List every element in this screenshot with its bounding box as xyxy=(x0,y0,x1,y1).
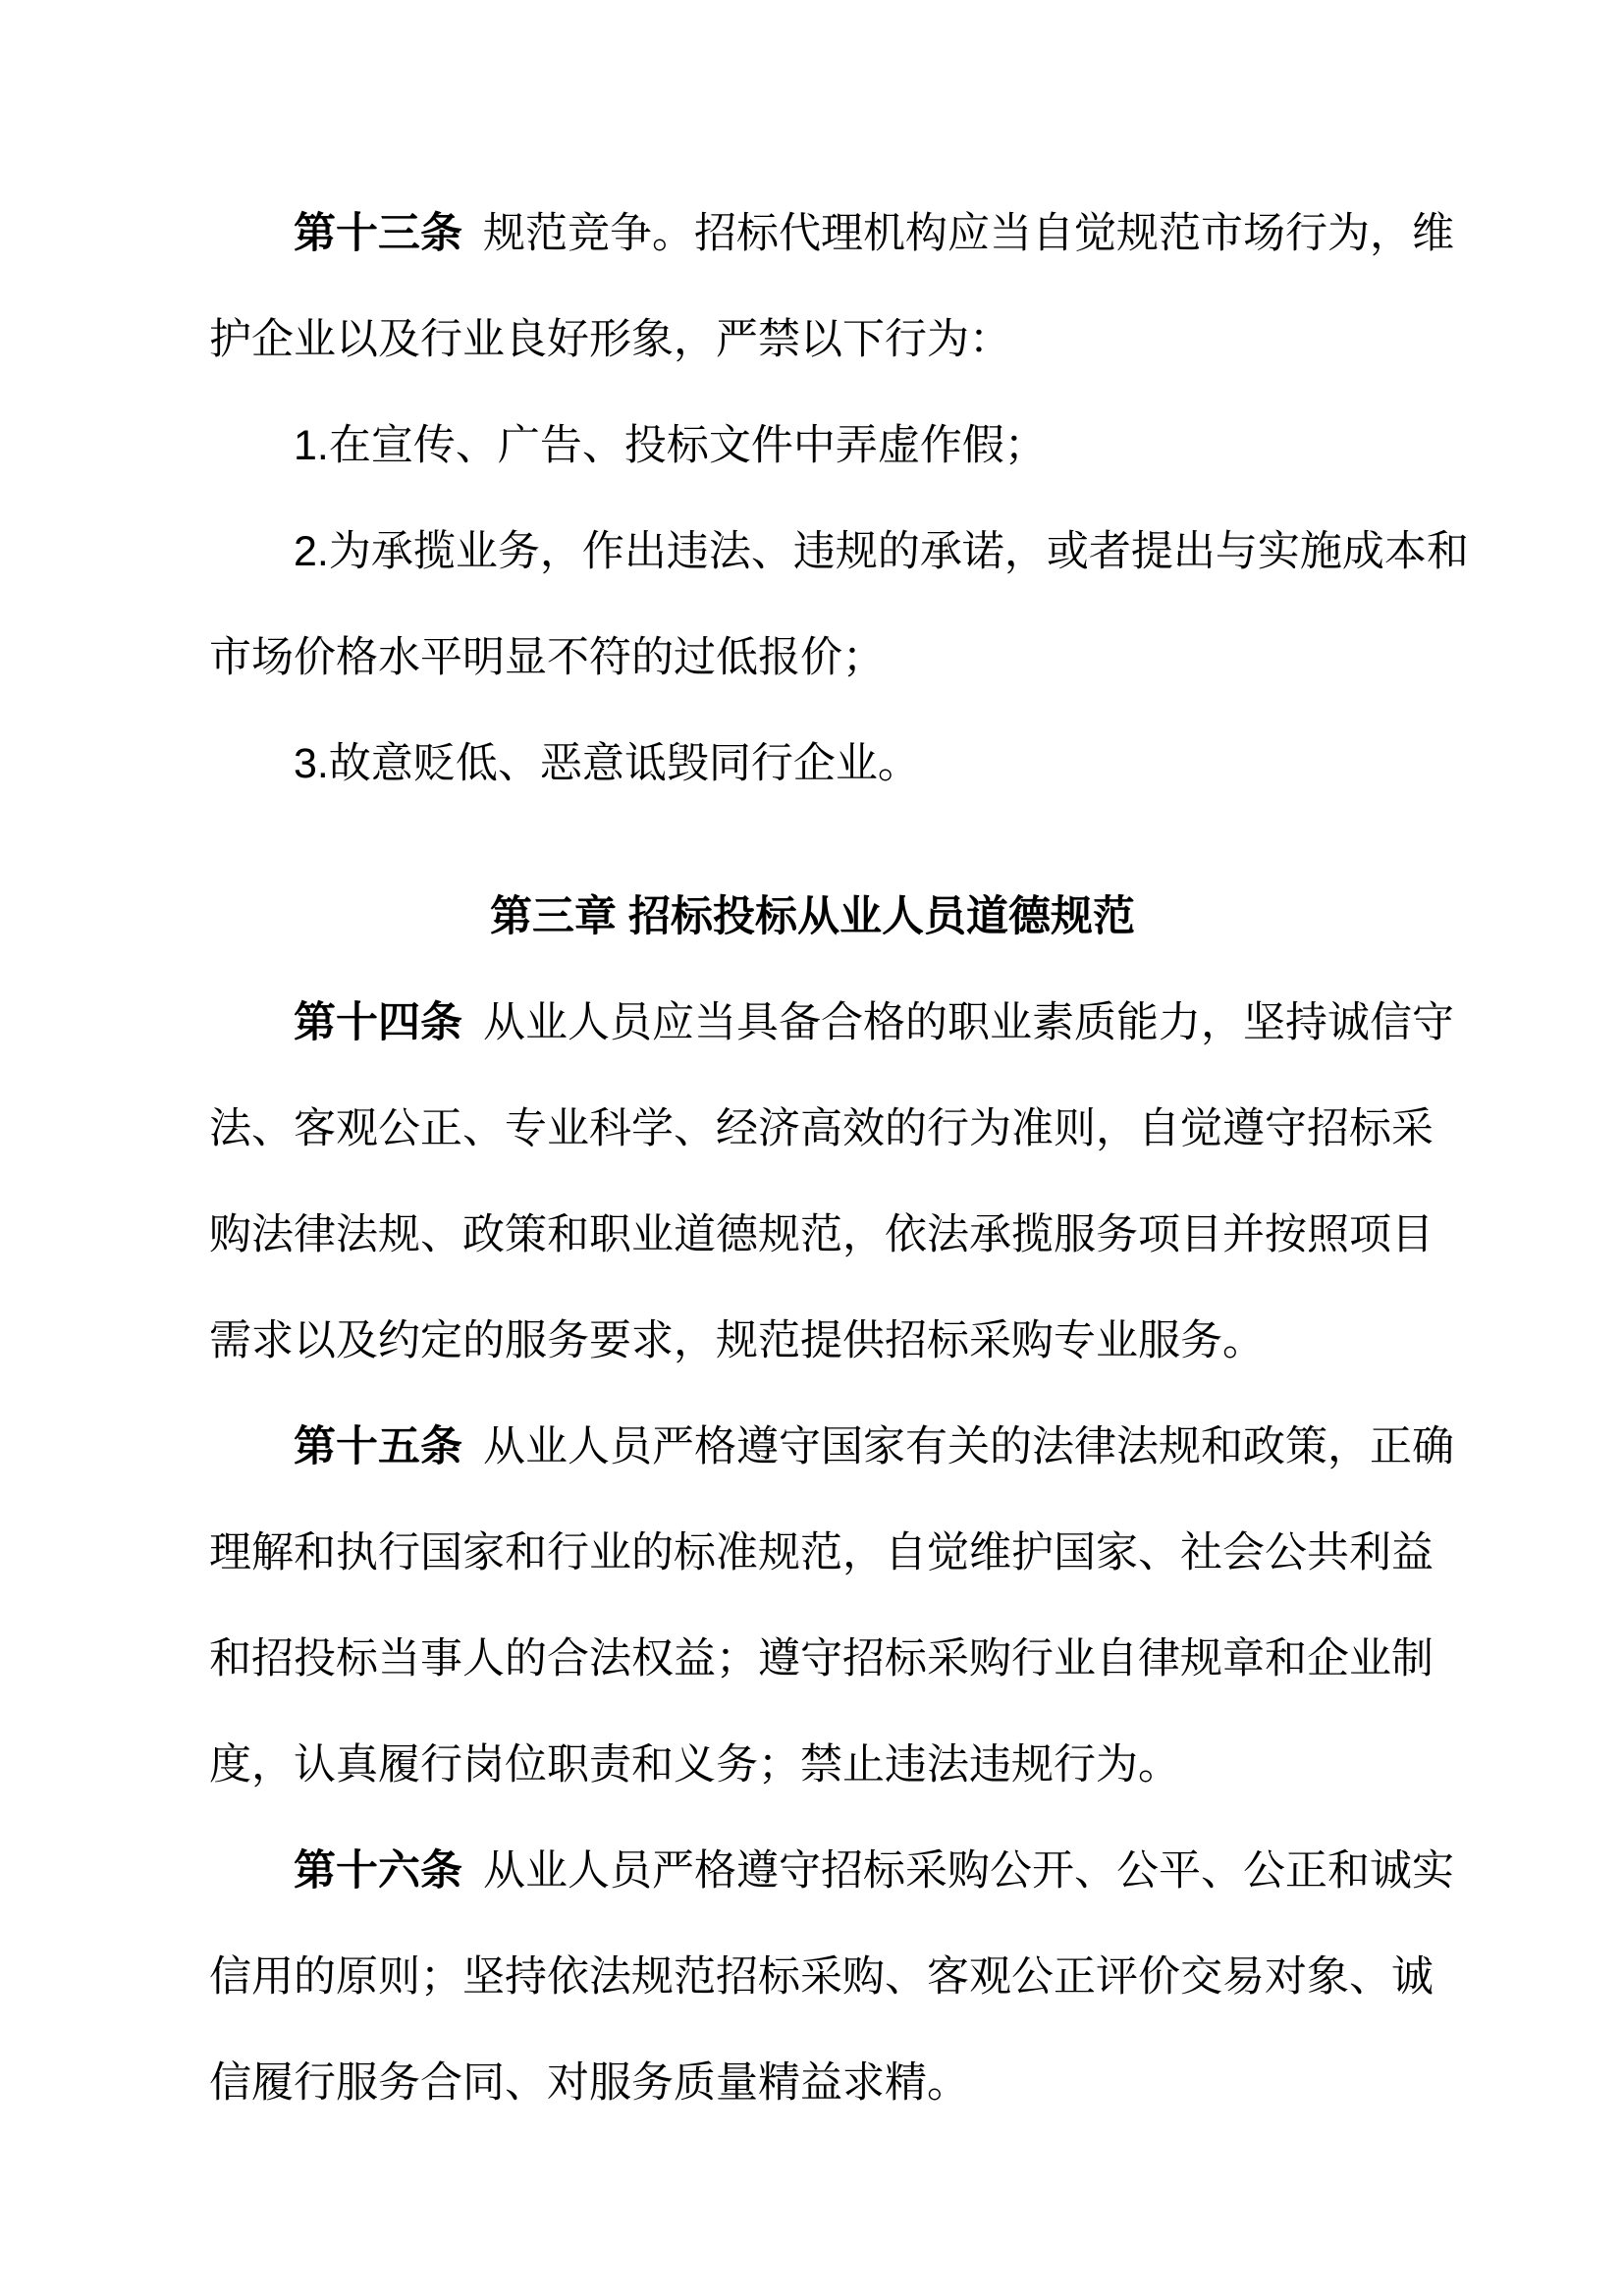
text-line xyxy=(209,287,1416,393)
chapter-heading xyxy=(209,864,1416,970)
line-text: 信用的原则；坚持依法规范招标采购、客观公正评价交易对象、诚 xyxy=(209,1953,1434,2001)
chapter-heading-text: 第三章 招标投标从业人员道德规范 xyxy=(490,893,1135,940)
text-line xyxy=(209,1818,1454,1924)
line-text: 和招投标当事人的合法权益；遵守招标采购行业自律规章和企业制 xyxy=(209,1635,1434,1682)
line-text: 护企业以及行业良好形象，严禁以下行为： xyxy=(209,316,1011,363)
document-body xyxy=(209,181,1469,2136)
line-text: 规范竞争。招标代理机构应当自觉规范市场行为，维 xyxy=(483,210,1454,257)
line-text: 1.在宣传、广告、投标文件中弄虚作假； xyxy=(294,422,1047,469)
text-line xyxy=(209,1394,1454,1500)
text-line xyxy=(209,1606,1434,1712)
line-text: 购法律法规、政策和职业道德规范，依法承揽服务项目并按照项目 xyxy=(209,1211,1434,1258)
text-line xyxy=(209,970,1454,1076)
line-text: 从业人员严格遵守招标采购公开、公平、公正和诚实 xyxy=(483,1847,1454,1895)
article-number: 第十六条 xyxy=(294,1847,462,1895)
line-text: 3.故意贬低、恶意诋毁同行企业。 xyxy=(294,740,920,787)
text-line xyxy=(209,605,1416,711)
text-line xyxy=(209,1182,1434,1288)
line-text: 2.为承揽业务，作出违法、违规的承诺，或者提出与实施成本和 xyxy=(294,528,1469,575)
line-text: 从业人员应当具备合格的职业素质能力，坚持诚信守 xyxy=(483,999,1454,1046)
text-line xyxy=(209,1076,1434,1182)
text-line xyxy=(209,499,1469,605)
text-line xyxy=(209,181,1454,287)
text-line xyxy=(209,1288,1416,1394)
line-text: 信履行服务合同、对服务质量精益求精。 xyxy=(209,2059,969,2107)
line-text: 从业人员严格遵守国家有关的法律法规和政策，正确 xyxy=(483,1423,1454,1470)
text-line xyxy=(209,1712,1416,1818)
text-line xyxy=(209,1924,1434,2030)
line-text: 法、客观公正、专业科学、经济高效的行为准则，自觉遵守招标采 xyxy=(209,1105,1434,1152)
text-line xyxy=(209,711,1416,817)
line-text: 度，认真履行岗位职责和义务；禁止违法违规行为。 xyxy=(209,1741,1180,1789)
article-number: 第十三条 xyxy=(294,210,462,257)
text-line xyxy=(209,2030,1416,2136)
article-number: 第十五条 xyxy=(294,1423,462,1470)
text-line xyxy=(209,1500,1434,1606)
line-text: 需求以及约定的服务要求，规范提供招标采购专业服务。 xyxy=(209,1317,1265,1364)
article-number: 第十四条 xyxy=(294,999,462,1046)
text-line xyxy=(209,393,1416,499)
line-text: 市场价格水平明显不符的过低报价； xyxy=(209,634,885,681)
line-text: 理解和执行国家和行业的标准规范，自觉维护国家、社会公共利益 xyxy=(209,1529,1434,1576)
